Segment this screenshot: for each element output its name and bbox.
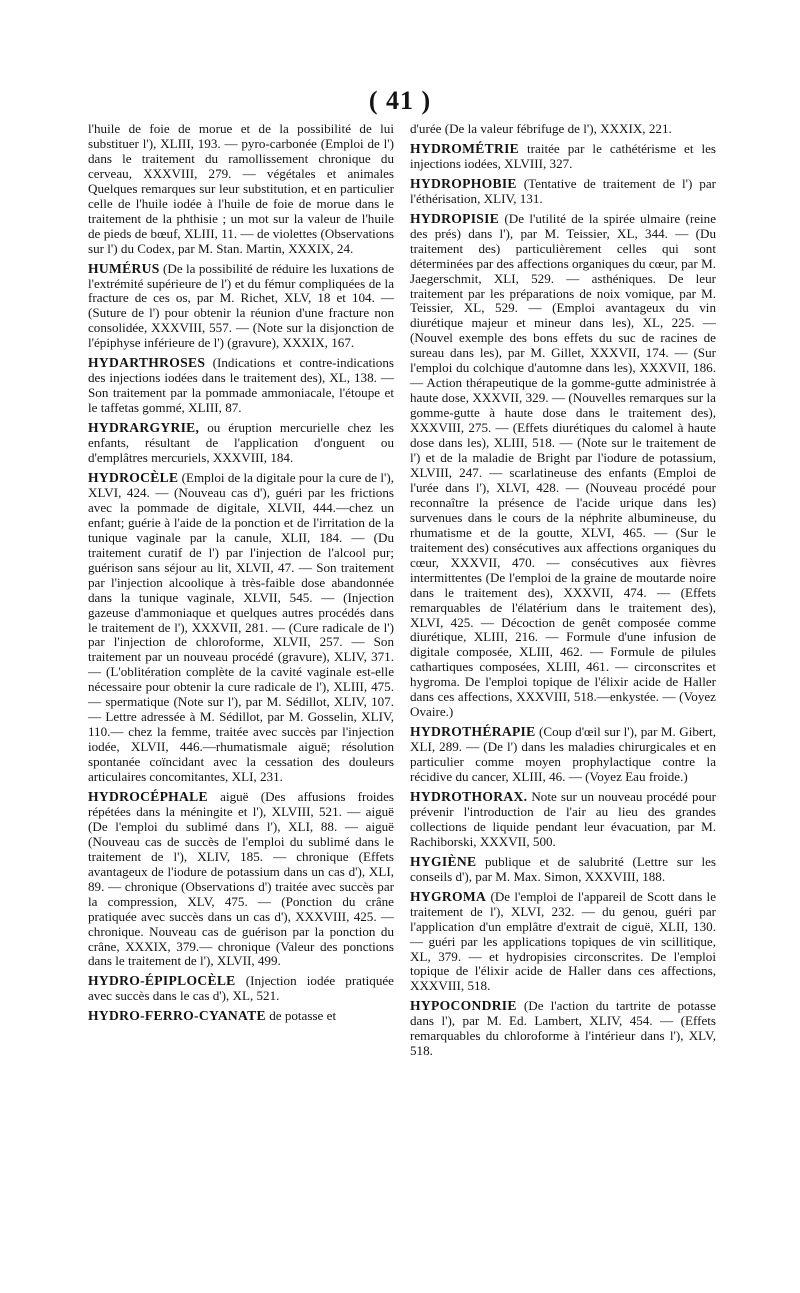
index-entry xyxy=(88,356,394,416)
index-entry xyxy=(88,262,394,352)
entry-headword: HYDRARGYRIE, xyxy=(88,420,200,436)
index-entry xyxy=(88,471,394,785)
page-number: ( 41 ) xyxy=(368,86,432,115)
index-entry xyxy=(410,177,716,207)
index-entry xyxy=(410,790,716,850)
right-column xyxy=(410,122,716,1064)
entry-text: (De l'emploi de l'appareil de Scott dans le traitement de l'), XLVI, 232. — du genou, guéri par l'application d'un emplâtre d'extrait de ciguë, XLII, 130. — guéri par les applications topiques de vin scillitique, XL, 379. — et hydropisies circonscrites. De l'emploi topique de l'élixir acide de Haller dans ces affections, XXXVIII, 518. xyxy=(410,888,716,994)
entry-text: (Emploi de la digitale pour la cure de l'), XLVI, 424. — (Nouveau cas d'), guéri par les frictions avec la pommade de digitale, XLVII, 444.—chez un enfant; guérie à l'aide de la ponction et de l'irritation de la tunique vaginale par la canule, XLII, 184. — (Du traitement curatif de l') par l'injection de l'alcool pur; guérison sans séjour au lit, XLVII, 47. — Son traitement par l'injection alcoolique à très-faible dose abandonnée dans la tunique vaginale, XLVII, 545. — (Injection gazeuse d'ammoniaque et quelques autres procédés dans le traitement de l'), XXXVII, 281. — (Cure radicale de l') par l'injection de chloroforme, XLVII, 257. — Son traitement par un nouveau procédé (gravure), XLIV, 371. — (L'oblitération complète de la cavité vaginale est-elle nécessaire pour obtenir la cure radicale de l'), XLIII, 475. — spermatique (Note sur l'), par M. Sédillot, XLIV, 107. — Lettre adressée à M. Sédillot, par M. Gosselin, XLIV, 110.— chez la femme, traitée avec succès par l'injection iodée, XLVII, 446.—rhumatismale aiguë; résolution spontanée coïncidant avec la cessation des douleurs articulaires concomitantes, XLI, 231. xyxy=(88,469,394,785)
entry-headword: HUMÉRUS xyxy=(88,260,160,276)
entry-continuation xyxy=(410,122,716,137)
entry-text: (Injection iodée pratiquée avec succès dans le cas d'), XL, 521. xyxy=(88,973,394,1004)
entry-headword: HYDROPHOBIE xyxy=(410,175,517,191)
entry-text: Note sur un nouveau procédé pour prévenir l'introduction de l'air au lieu des grandes collections de liquide pendant leur évacuation, par M. Rachiborski, XXXVII, 500. xyxy=(410,788,716,849)
index-entry xyxy=(410,142,716,172)
entry-headword: HYDROTHÉRAPIE xyxy=(410,724,536,740)
index-entry xyxy=(410,725,716,785)
index-entry xyxy=(88,974,394,1004)
entry-headword: HYPOCONDRIE xyxy=(410,998,517,1014)
entry-text: (Indications et contre-indications des injections iodées dans le traitement des), XL, 138. — Son traitement par la pommade ammoniacale, l'étoupe et le taffetas gommé, XLIII, 87. xyxy=(88,355,394,416)
index-entry xyxy=(88,421,394,466)
index-entry xyxy=(410,855,716,885)
entry-text: (De l'action du tartrite de potasse dans l'), par M. Ed. Lambert, XLIV, 454. — (Effets remarquables du chloroforme à l'intérieur dans l'), XLV, 518. xyxy=(410,998,716,1059)
entry-headword: HYDROTHORAX. xyxy=(410,788,528,804)
entry-headword: HYDROPISIE xyxy=(410,210,500,226)
entry-headword: HYGIÈNE xyxy=(410,853,477,869)
index-entry xyxy=(410,212,716,720)
index-entry xyxy=(410,890,716,995)
entry-headword: HYDRO-ÉPIPLOCÈLE xyxy=(88,973,236,989)
entry-text: aiguë (Des affusions froides répétées dans la méningite et l'), XLVIII, 521. — aiguë (De l'emploi du sublimé dans l'), XLI, 88. — aiguë (Nouveau cas de succès de l'emploi du sublimé dans le traitement de l'), XLIV, 185. — chronique (Effets avantageux de l'iodure de potassium dans un cas d'), XLI, 89. — chronique (Observations d') traitée avec succès par la compression, XLV, 475. — (Ponction du crâne pratiquée avec succès dans un cas d'), XXXVIII, 425. — chronique. Nouveau cas de guérison par la ponction du crâne, XXXIX, 379.— chronique (Valeur des ponctions dans le traitement de l'), XLVII, 499. xyxy=(88,788,394,969)
entry-text: publique et de salubrité (Lettre sur les conseils d'), par M. Max. Simon, XXXVIII, 188. xyxy=(410,853,716,884)
entry-text: l'huile de foie de morue et de la possibilité de lui substituer l'), XLIII, 193. — pyro-carbonée (Emploi de l') dans le traitement du ramollissement chronique du cerveau, XXXVIII, 279. — végétales et animales Quelques remarques sur leur substitution, et en particulier celle de l'huile iodée à l'huile de foie de morue dans le traitement de la phthisie ; un mot sur la valeur de l'huile de pieds de bœuf, XLIII, 11. — de violettes (Observations sur l') du Codex, par M. Stan. Martin, XXXIX, 24. xyxy=(88,121,394,256)
entry-text: d'urée (De la valeur fébrifuge de l'), XXXIX, 221. xyxy=(410,121,672,136)
entry-headword: HYDROCÉPHALE xyxy=(88,788,208,804)
index-entry xyxy=(410,999,716,1059)
entry-text: (Tentative de traitement de l') par l'éthérisation, XLIV, 131. xyxy=(410,175,717,206)
left-column xyxy=(88,122,394,1029)
entry-text: traitée par le cathétérisme et les injections iodées, XLVIII, 327. xyxy=(410,140,716,171)
entry-headword: HYDROCÈLE xyxy=(88,469,179,485)
entry-text: (De l'utilité de la spirée ulmaire (reine des prés) dans l'), par M. Teissier, XL, 344. — (Du traitement des) particulièrement celles qui sont déterminées par des affections organiques du cœur, par M. Jaegerschmit, XLI, 529. — asthéniques. De leur traitement par les préparations de noix vomique, par M. Teissier, XL, 529. — (Emploi avantageux du vin diurétique majeur et mineur dans les), XL, 225. — (Nouvel exemple des bons effets du suc de racines de sureau dans les), par M. Gillet, XXXVII, 174. — (Sur l'emploi du colchique d'automne dans les), XXXVII, 186. — Action thérapeutique de la gomme-gutte administrée à haute dose, XXXVII, 329. — (Nouvelles remarques sur la gomme-gutte à haute dose dans le traitement des), XXXVIII, 275. — (Effets diurétiques du calomel à haute dose dans les), XLIII, 518. — (Note sur le traitement de l') et de la maladie de Bright par l'iodure de potassium, XLVIII, 247. — scarlatineuse des enfants (Emploi de l'urée dans l'), XLVI, 428. — (Nouveau procédé pour reconnaître la présence de l'acide urique dans les) survenues dans le cours de la néphrite albumineuse, du rhumatisme et de la goutte, XLVI, 465. — (Sur le traitement des) consécutives aux affections organiques du cœur, XXXVII, 470. — consécutives aux fièvres intermittentes (De l'emploi de la graine de moutarde noire dans le traitement des), XXXVII, 474. — (Effets remarquables de l'élatérium dans le traitement des), XLVI, 425. — Décoction de genêt composée comme diurétique, XLIII, 216. — Formule d'une infusion de digitale composée, XLIII, 462. — Formule de pilules cathartiques composées, XLIII, 461. — circonscrites et hygroma. De l'emploi topique de l'élixir acide de Haller dans ces affections, XXXVIII, 518.—enkystée. — (Voyez Ovaire.) xyxy=(410,210,717,720)
entry-text: ou éruption mercurielle chez les enfants, résultant de l'application d'onguent ou d'emplâtres mercuriels, XXXVIII, 184. xyxy=(88,420,394,466)
index-entry xyxy=(88,790,394,969)
entry-continuation xyxy=(88,122,394,257)
entry-headword: HYGROMA xyxy=(410,888,487,904)
entry-headword: HYDROMÉTRIE xyxy=(410,140,520,156)
entry-text: (De la possibilité de réduire les luxations de l'extrémité supérieure de l') et du fémur compliquées de la fracture de ces os, par M. Richet, XLV, 18 et 104. — (Suture de l') pour obtenir la réunion d'une fracture non consolidée, XXXVIII, 557. — (Note sur la disjonction de l'épiphyse inférieure de l') (gravure), XXXIX, 167. xyxy=(88,260,395,351)
entry-headword: HYDRO-FERRO-CYANATE xyxy=(88,1008,266,1024)
entry-text: (Coup d'œil sur l'), par M. Gibert, XLI, 289. — (De l') dans les maladies chirurgicales et en particulier comme moyen prophylactique contre la récidive du cancer, XLIII, 46. — (Voyez Eau froide.) xyxy=(410,724,716,785)
entry-headword: HYDARTHROSES xyxy=(88,355,206,371)
index-entry xyxy=(88,1009,394,1024)
entry-text: de potasse et xyxy=(269,1008,337,1024)
